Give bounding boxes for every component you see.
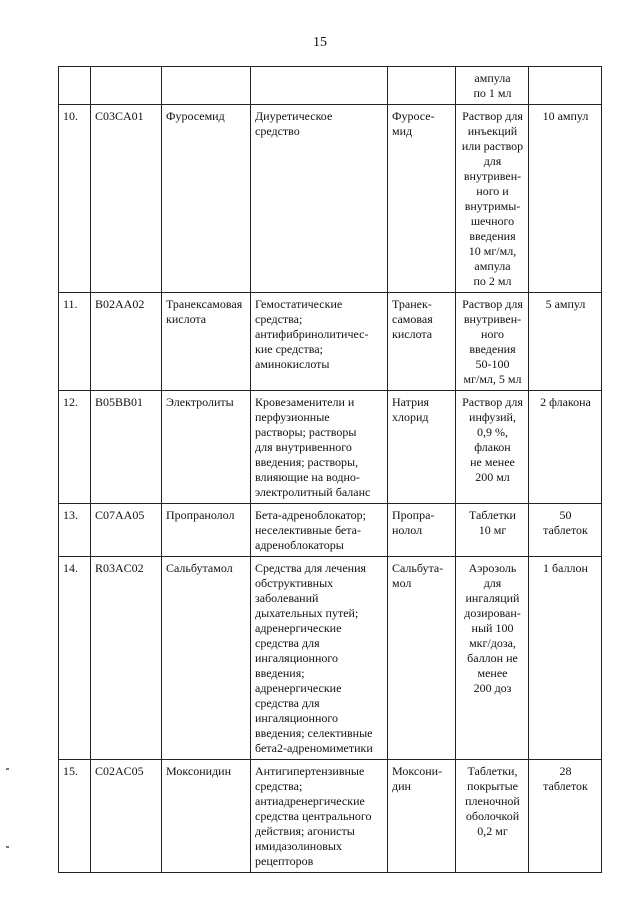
row-number-cell: 13. — [59, 504, 91, 557]
inn-cell: Моксони- дин — [388, 760, 456, 873]
quantity-cell — [529, 67, 602, 105]
pharmacological-group-cell: Бета-адреноблокатор; неселективные бета- адреноблокаторы — [251, 504, 388, 557]
drug-name-cell — [162, 67, 251, 105]
drug-name-cell: Моксонидин — [162, 760, 251, 873]
inn-cell — [388, 67, 456, 105]
table-row — [59, 391, 602, 504]
atc-code-cell: B02AA02 — [91, 293, 162, 391]
table-row — [59, 67, 602, 105]
atc-code-cell — [91, 67, 162, 105]
inn-cell: Сальбута- мол — [388, 557, 456, 760]
atc-code-cell: R03AC02 — [91, 557, 162, 760]
quantity-cell: 28 таблеток — [529, 760, 602, 873]
table-row — [59, 105, 602, 293]
atc-code-cell: B05BB01 — [91, 391, 162, 504]
table-row — [59, 557, 602, 760]
quantity-cell: 2 флакона — [529, 391, 602, 504]
dosage-form-cell: Таблетки 10 мг — [456, 504, 529, 557]
table-row — [59, 504, 602, 557]
dosage-form-cell: Раствор для инъекций или раствор для внутривен- ного и внутримы- шечного введения 10 мг/мл, ампула по 2 мл — [456, 105, 529, 293]
dosage-form-cell: ампула по 1 мл — [456, 67, 529, 105]
scan-edge-mark — [6, 846, 9, 848]
dosage-form-cell: Аэрозоль для ингаляций дозирован- ный 100 мкг/доза, баллон не менее 200 доз — [456, 557, 529, 760]
atc-code-cell: C07AA05 — [91, 504, 162, 557]
row-number-cell: 10. — [59, 105, 91, 293]
dosage-form-cell: Раствор для инфузий, 0,9 %, флакон не менее 200 мл — [456, 391, 529, 504]
pharmacological-group-cell: Средства для лечения обструктивных заболеваний дыхательных путей; адренергические средства для ингаляционного введения; адренергические средства для ингаляционного введения; селективные бета2-адреномиметики — [251, 557, 388, 760]
quantity-cell: 5 ампул — [529, 293, 602, 391]
table-row — [59, 293, 602, 391]
pharmacological-group-cell: Кровезаменители и перфузионные растворы; растворы для внутривенного введения; растворы, влияющие на водно- электролитный баланс — [251, 391, 388, 504]
inn-cell: Транек- самовая кислота — [388, 293, 456, 391]
drug-name-cell: Электролиты — [162, 391, 251, 504]
inn-cell: Натрия хлорид — [388, 391, 456, 504]
row-number-cell — [59, 67, 91, 105]
quantity-cell: 10 ампул — [529, 105, 602, 293]
row-number-cell: 12. — [59, 391, 91, 504]
dosage-form-cell: Раствор для внутривен- ного введения 50-100 мг/мл, 5 мл — [456, 293, 529, 391]
pharmacological-group-cell: Диуретическое средство — [251, 105, 388, 293]
atc-code-cell: C02AC05 — [91, 760, 162, 873]
pharmacological-group-cell — [251, 67, 388, 105]
inn-cell: Пропра- нолол — [388, 504, 456, 557]
atc-code-cell: C03CA01 — [91, 105, 162, 293]
drug-name-cell: Пропранолол — [162, 504, 251, 557]
drug-name-cell: Сальбутамол — [162, 557, 251, 760]
row-number-cell: 14. — [59, 557, 91, 760]
medication-table — [58, 66, 602, 873]
pharmacological-group-cell: Антигипертензивные средства; антиадренергические средства центрального действия; агонисты имидазолиновых рецепторов — [251, 760, 388, 873]
scan-edge-mark — [6, 768, 9, 770]
inn-cell: Фуросе- мид — [388, 105, 456, 293]
quantity-cell: 50 таблеток — [529, 504, 602, 557]
drug-name-cell: Транексамовая кислота — [162, 293, 251, 391]
quantity-cell: 1 баллон — [529, 557, 602, 760]
drug-name-cell: Фуросемид — [162, 105, 251, 293]
pharmacological-group-cell: Гемостатические средства; антифибринолитичес- кие средства; аминокислоты — [251, 293, 388, 391]
row-number-cell: 15. — [59, 760, 91, 873]
page-number: 15 — [313, 35, 327, 50]
row-number-cell: 11. — [59, 293, 91, 391]
dosage-form-cell: Таблетки, покрытые пленочной оболочкой 0,2 мг — [456, 760, 529, 873]
table-row — [59, 760, 602, 873]
